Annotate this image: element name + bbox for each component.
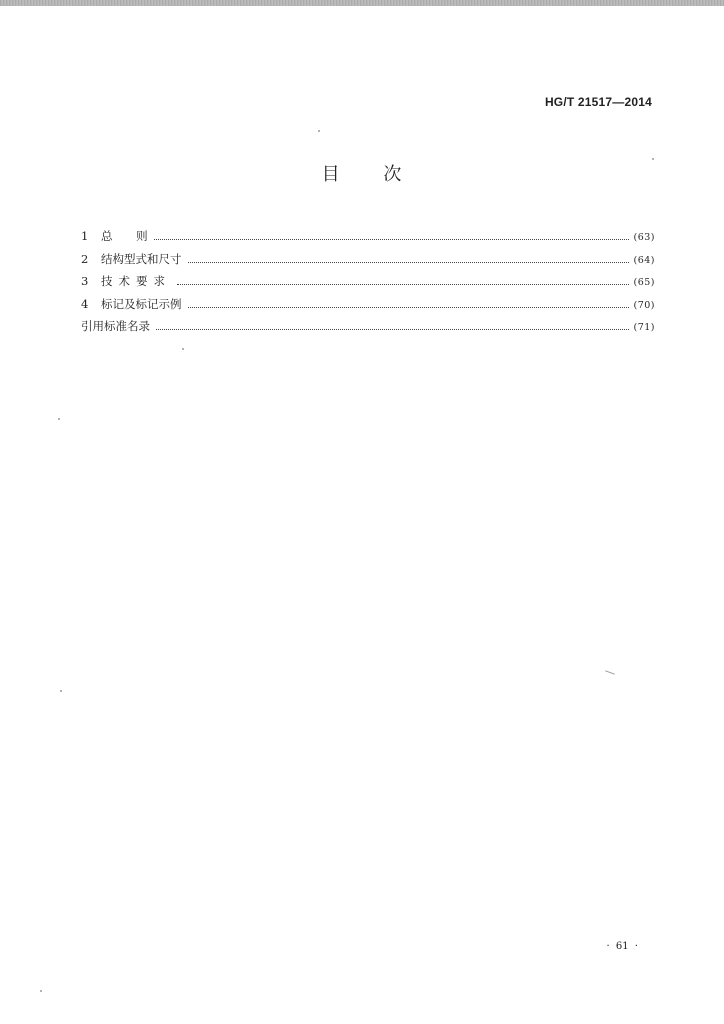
toc-entry-page: (70) xyxy=(633,299,655,311)
toc-entry-page: (64) xyxy=(633,254,655,266)
toc-title: 目 次 xyxy=(321,164,403,185)
scan-speck xyxy=(182,348,184,350)
toc-dot-leader xyxy=(154,239,630,240)
toc-entry-label: 结构型式和尺寸 xyxy=(101,251,182,266)
scan-speck xyxy=(318,130,320,132)
page-number: · 61 · xyxy=(606,941,638,952)
toc-entry-number: 3 xyxy=(81,274,89,288)
toc-entry-label: 技术要求 xyxy=(101,274,171,288)
toc-dot-leader xyxy=(188,262,630,263)
toc-dot-leader xyxy=(156,329,629,330)
toc-entry-page: (63) xyxy=(633,232,655,243)
toc-entry-structure[interactable] xyxy=(81,251,655,274)
toc-entry-general[interactable] xyxy=(81,228,655,251)
scan-speck xyxy=(652,158,654,160)
toc-dot-leader xyxy=(188,307,630,308)
scan-speck xyxy=(60,690,62,692)
table-of-contents xyxy=(81,228,655,341)
toc-entry-label: 总 则 xyxy=(101,229,148,243)
toc-entry-page: (71) xyxy=(633,322,655,333)
scan-border-strip xyxy=(0,0,724,6)
toc-entry-references[interactable] xyxy=(81,318,655,341)
toc-dot-leader xyxy=(177,284,629,285)
standard-number: HG/T 21517—2014 xyxy=(544,95,652,109)
toc-entry-technical[interactable] xyxy=(81,273,655,296)
scan-speck xyxy=(40,990,42,992)
toc-entry-page: (65) xyxy=(633,277,655,288)
toc-entry-number: 2 xyxy=(81,251,89,266)
toc-entry-number: 1 xyxy=(81,229,89,243)
toc-entry-number: 4 xyxy=(81,296,89,311)
toc-entry-label: 引用标准名录 xyxy=(81,319,150,333)
toc-entry-label: 标记及标记示例 xyxy=(101,296,182,311)
scan-speck xyxy=(605,670,615,674)
scan-speck xyxy=(58,418,60,420)
toc-entry-marking[interactable] xyxy=(81,296,655,319)
